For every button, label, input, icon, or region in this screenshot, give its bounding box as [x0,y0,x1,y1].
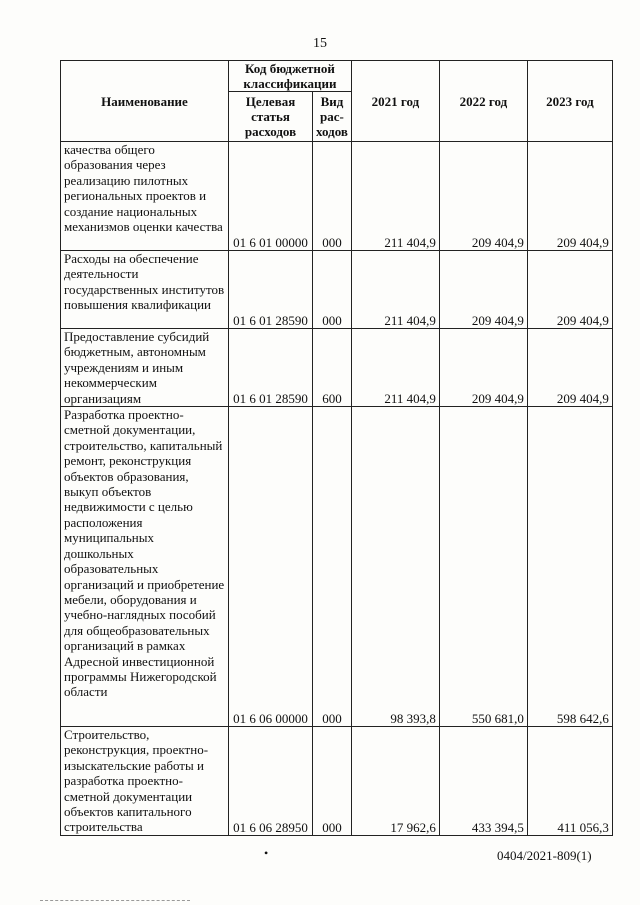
header-target-article: Целевая статья расходов [229,92,313,142]
row-target-article: 01 6 06 28950 [229,727,313,836]
row-expense-type: 000 [313,727,352,836]
row-value-2022: 550 681,0 [439,407,527,727]
header-2021: 2021 год [351,61,439,142]
row-expense-type: 000 [313,407,352,727]
table-row [61,407,613,727]
table-row [61,142,613,251]
row-expense-type: 600 [313,329,352,407]
table-row [61,251,613,329]
row-name: качества общего образования через реализацию пилотных региональных проектов и создание национальных механизмов оценки качества [61,142,229,251]
row-value-2023: 209 404,9 [527,329,612,407]
scan-artifact-line [40,900,190,901]
row-expense-type: 000 [313,142,352,251]
row-value-2022: 209 404,9 [439,329,527,407]
row-value-2022: 209 404,9 [439,142,527,251]
row-value-2023: 209 404,9 [527,142,612,251]
row-value-2021: 211 404,9 [351,142,439,251]
row-target-article: 01 6 01 00000 [229,142,313,251]
header-name: Наименование [61,61,229,142]
row-name: Расходы на обеспечение деятельности государственных институтов повышения квалификации [61,251,229,329]
budget-table [60,60,613,836]
table-row [61,329,613,407]
header-2023: 2023 год [527,61,612,142]
row-value-2023: 411 056,3 [527,727,612,836]
row-name: Строительство, реконструкция, проектно-изыскательские работы и разработка проектно-сметной документации объектов капитального строительства [61,727,229,836]
header-expense-type: Вид рас-ходов [313,92,352,142]
row-target-article: 01 6 06 00000 [229,407,313,727]
table-row [61,727,613,836]
row-value-2023: 598 642,6 [527,407,612,727]
row-value-2022: 433 394,5 [439,727,527,836]
row-value-2021: 17 962,6 [351,727,439,836]
row-value-2021: 211 404,9 [351,251,439,329]
row-value-2023: 209 404,9 [527,251,612,329]
row-target-article: 01 6 01 28590 [229,329,313,407]
row-value-2021: 98 393,8 [351,407,439,727]
footer-mark: • [264,846,269,860]
page-number: 15 [313,36,327,51]
row-target-article: 01 6 01 28590 [229,251,313,329]
header-budget-code: Код бюджетной классификации [229,61,352,92]
header-row-top [61,61,613,92]
row-value-2022: 209 404,9 [439,251,527,329]
row-value-2021: 211 404,9 [351,329,439,407]
row-name: Разработка проектно-сметной документации, строительство, капитальный ремонт, реконструкция объектов образования, выкуп объектов недвижимости с целью расположения муниципальных дошкольных образовательных организаций и приобретение мебели, оборудования и учебно-наглядных пособий для общеобразовательных организаций в рамках Адресной инвестиционной программы Нижегородской области [61,407,229,727]
header-2022: 2022 год [439,61,527,142]
row-name: Предоставление субсидий бюджетным, автономным учреждениям и иным некоммерческим организациям [61,329,229,407]
document-id: 0404/2021-809(1) [497,848,592,863]
row-expense-type: 000 [313,251,352,329]
